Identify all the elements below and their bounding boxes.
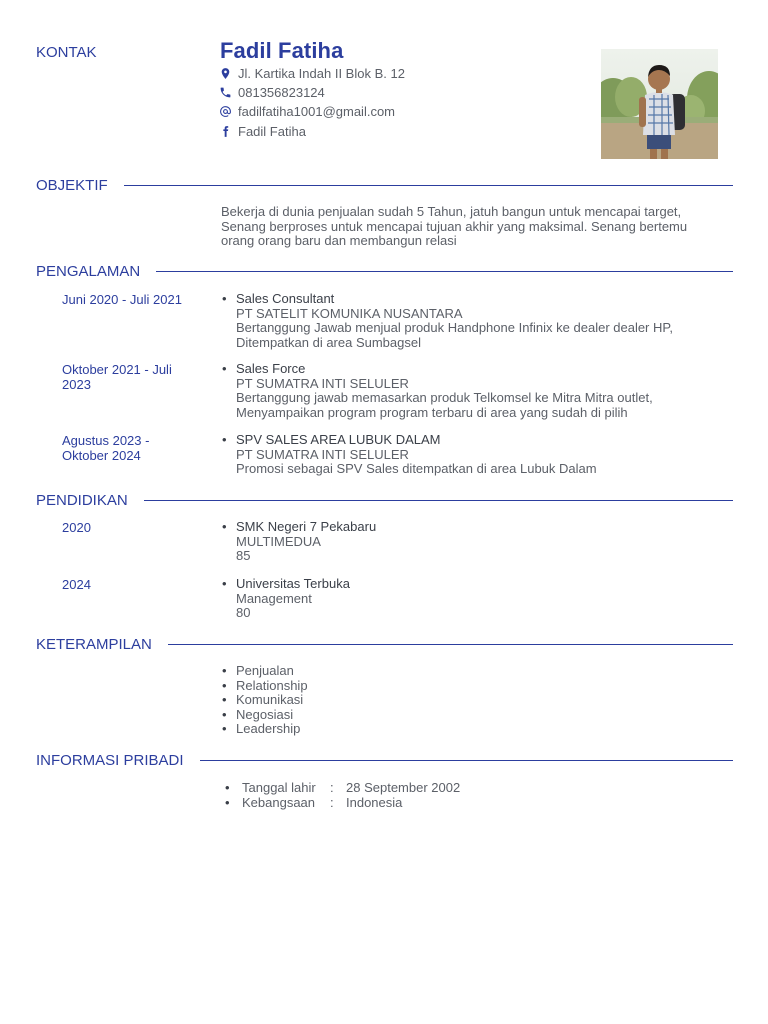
education-major: MULTIMEDUA — [236, 533, 321, 549]
experience-date: Oktober 2021 - Juli 2023 — [62, 362, 172, 392]
personal-info-label: • Tanggal lahir — [242, 780, 316, 795]
section-personal-header — [36, 750, 733, 770]
skill-item: • Relationship — [221, 679, 308, 694]
education-entry — [221, 577, 721, 621]
section-experience-header — [36, 261, 733, 281]
section-divider — [200, 760, 733, 761]
skill-item: • Negosiasi — [221, 708, 308, 723]
skill-item: • Leadership — [221, 722, 308, 737]
personal-info-value: 28 September 2002 — [346, 780, 461, 795]
education-major: Management — [236, 590, 312, 606]
personal-info-label: • Kebangsaan — [242, 795, 316, 810]
education-school: • Universitas Terbuka — [221, 577, 721, 592]
skills-list — [221, 664, 308, 737]
experience-entry — [221, 292, 721, 350]
experience-date: Agustus 2023 - Oktober 2024 — [62, 433, 150, 463]
experience-description: Bertanggung Jawab menjual produk Handphone Infinix ke dealer dealer HP, Ditempatkan di area Sumbagsel — [236, 320, 673, 350]
personal-info-separator: : — [330, 780, 334, 795]
experience-position: • Sales Force — [221, 362, 721, 377]
section-personal-title: INFORMASI PRIBADI — [36, 751, 184, 769]
contact-facebook-text: Fadil Fatiha — [238, 123, 306, 139]
section-education-title: PENDIDIKAN — [36, 491, 128, 509]
personal-info-row — [221, 780, 460, 795]
experience-description: Bertanggung jawab memasarkan produk Telkomsel ke Mitra Mitra outlet, Menyampaikan program program terbaru di area yang sudah di pilih — [236, 390, 653, 420]
education-year: 2020 — [62, 520, 91, 535]
experience-company: PT SUMATRA INTI SELULER — [236, 375, 409, 391]
education-score: 80 — [236, 605, 251, 620]
contact-phone-text: 081356823124 — [238, 84, 325, 100]
candidate-name: Fadil Fatiha — [220, 38, 344, 63]
personal-info-row — [221, 795, 460, 810]
personal-info-separator: : — [330, 795, 334, 810]
section-divider — [168, 644, 733, 645]
location-pin-icon — [218, 66, 232, 80]
contact-facebook — [218, 122, 306, 140]
education-entry — [221, 520, 721, 564]
facebook-icon — [218, 124, 232, 138]
profile-photo — [601, 49, 718, 159]
contact-section-title: KONTAK — [36, 44, 97, 61]
contact-email — [218, 102, 395, 120]
section-education-header — [36, 490, 733, 510]
experience-position: • Sales Consultant — [221, 292, 721, 307]
phone-icon — [218, 85, 232, 99]
personal-info-list — [221, 780, 460, 810]
experience-company: PT SUMATRA INTI SELULER — [236, 446, 409, 462]
contact-address — [218, 64, 405, 82]
personal-info-value: Indonesia — [346, 795, 403, 810]
section-divider — [124, 185, 733, 186]
education-school: • SMK Negeri 7 Pekabaru — [221, 520, 721, 535]
contact-phone — [218, 83, 325, 101]
experience-description: Promosi sebagai SPV Sales ditempatkan di area Lubuk Dalam — [236, 461, 597, 476]
contact-email-text: fadilfatiha1001@gmail.com — [238, 103, 396, 119]
skill-item: • Komunikasi — [221, 693, 308, 708]
experience-company: PT SATELIT KOMUNIKA NUSANTARA — [236, 305, 463, 321]
section-experience-title: PENGALAMAN — [36, 262, 141, 280]
objective-text: Bekerja di dunia penjualan sudah 5 Tahun, jatuh bangun untuk mencapai target, Senang berproses untuk mencapai tujuan akhir yang maksimal. Senang bertemu orang orang baru dan membangun relasi — [221, 204, 688, 248]
experience-entry — [221, 362, 721, 420]
section-objective-title: OBJEKTIF — [36, 176, 108, 194]
contact-address-text: Jl. Kartika Indah II Blok B. 12 — [238, 65, 405, 81]
section-divider — [156, 271, 733, 272]
experience-position: • SPV SALES AREA LUBUK DALAM — [221, 433, 721, 448]
section-divider — [144, 500, 733, 501]
education-score: 85 — [236, 548, 251, 563]
skill-item: • Penjualan — [221, 664, 308, 679]
at-sign-icon — [218, 104, 232, 118]
experience-entry — [221, 433, 721, 477]
section-skills-title: KETERAMPILAN — [36, 635, 152, 653]
section-skills-header — [36, 634, 733, 654]
section-objective-header — [36, 175, 733, 195]
experience-date: Juni 2020 - Juli 2021 — [62, 292, 182, 307]
education-year: 2024 — [62, 577, 91, 592]
